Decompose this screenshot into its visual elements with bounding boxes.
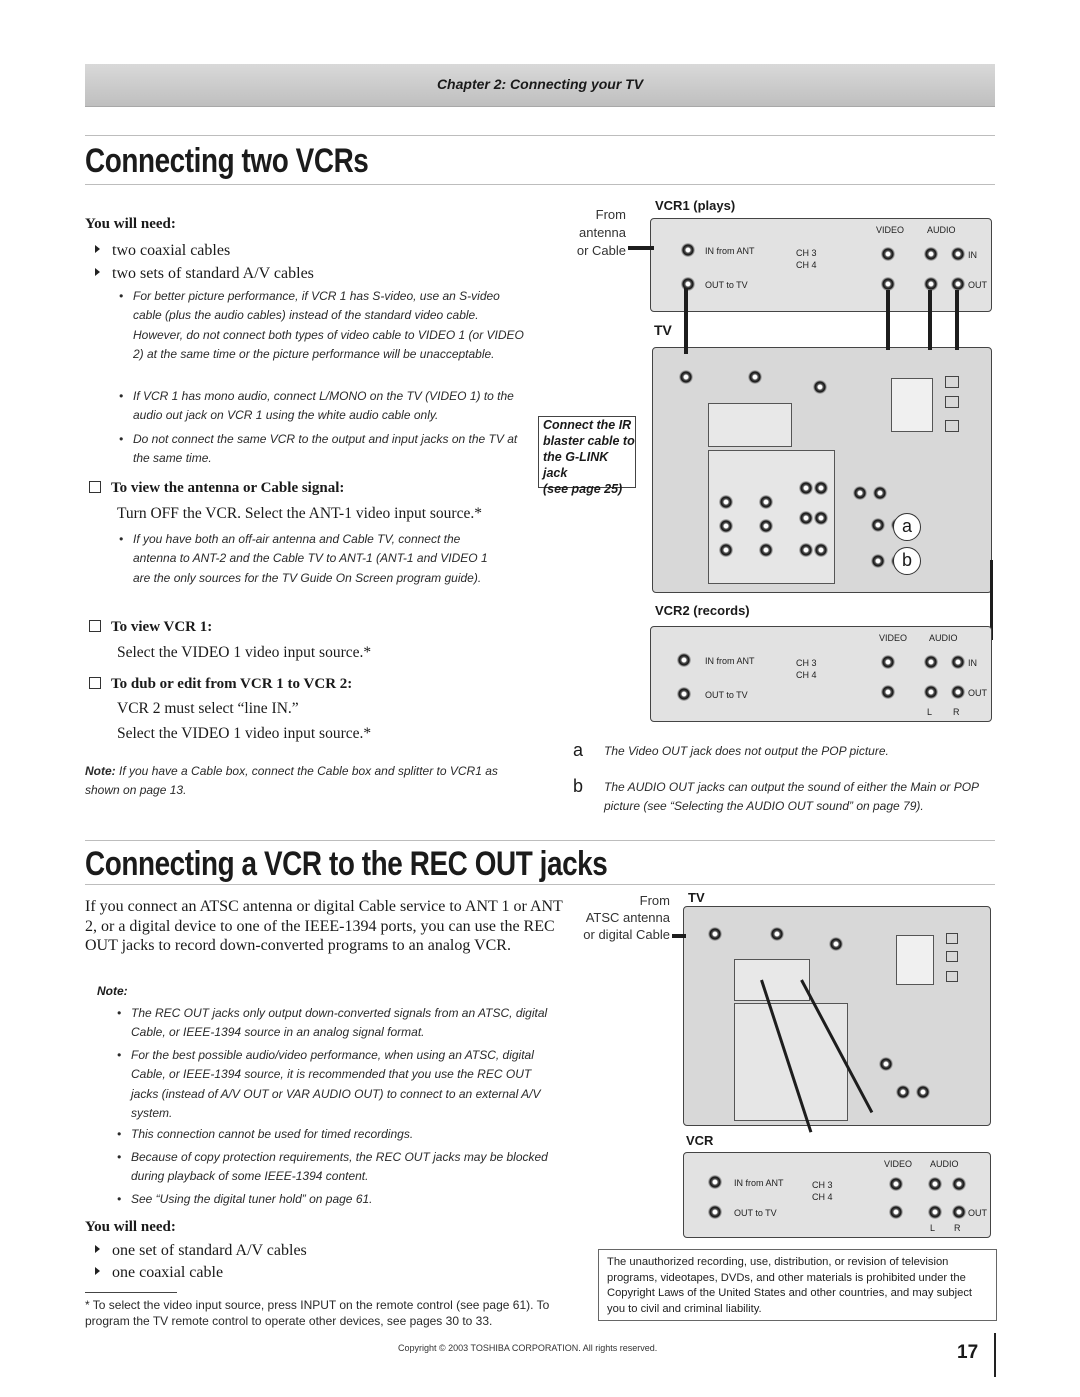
vcr2-label: VCR2 (records) <box>655 603 750 618</box>
coax-jack-icon <box>679 370 693 384</box>
tv-label: TV <box>654 322 672 338</box>
callout-a-text: The Video OUT jack does not output the POP picture. <box>604 744 889 758</box>
rca-jack-icon <box>924 247 938 261</box>
note-item: • For the best possible audio/video performance, when using an ATSC, digital Cable, or IEEE-1394 source, it is recommended that you use the REC OUT jacks (instead of A/V OUT or VAR AUDIO OUT) to connect to an external A/V system. <box>117 1048 541 1121</box>
bullet-arrow-icon <box>95 1245 100 1253</box>
copyright-notice-box <box>598 1249 997 1321</box>
coax-cable <box>628 246 654 250</box>
vcr-label: VCR <box>686 1133 714 1148</box>
checkbox-icon <box>89 620 101 632</box>
chapter-header <box>85 64 995 107</box>
step-view-vcr1-text: Select the VIDEO 1 video input source.* <box>117 644 372 661</box>
rca-jack-icon <box>881 277 895 291</box>
dvi-port-icon <box>891 378 933 432</box>
step-dub-heading: To dub or edit from VCR 1 to VCR 2: <box>89 676 352 693</box>
list-item: two coaxial cables <box>95 242 230 260</box>
ieee1394-port-icon <box>945 396 959 408</box>
note-label: Note: <box>97 984 128 998</box>
tv-label: TV <box>688 890 705 905</box>
divider <box>85 135 995 136</box>
note-item: • The REC OUT jacks only output down-converted signals from an ATSC, digital Cable, or IEEE-1394 source in an analog signal format. <box>117 1006 548 1040</box>
section-title-rec-out: Connecting a VCR to the REC OUT jacks <box>85 845 608 883</box>
page-number-rule <box>994 1333 996 1377</box>
vcr-panel: IN from ANT OUT to TV CH 3 CH 4 VIDEO AUDIO OUT L R <box>683 1152 991 1238</box>
vcr2-panel: IN from ANT OUT to TV CH 3 CH 4 VIDEO AUDIO IN OUT L R <box>650 626 992 722</box>
marker-a: a <box>893 513 921 541</box>
ir-blaster-note: Connect the IR blaster cable to the G-LINK jack (see page 25) <box>538 416 636 488</box>
coax-jack-icon <box>681 243 695 257</box>
digital-audio-port-icon <box>945 420 959 432</box>
step-antenna-text: Turn OFF the VCR. Select the ANT-1 video input source.* <box>117 505 482 522</box>
note-item: • Do not connect the same VCR to the output and input jacks on the TV at the same time. <box>119 432 518 466</box>
vcr1-panel: IN from ANT OUT to TV CH 3 CH 4 VIDEO AUDIO IN OUT <box>650 218 992 312</box>
rca-jack-icon <box>951 247 965 261</box>
bullet-arrow-icon <box>95 1267 100 1275</box>
tv-back-panel-2 <box>683 906 991 1126</box>
checkbox-icon <box>89 677 101 689</box>
footnote-rule <box>85 1292 177 1293</box>
coax-cable <box>684 288 688 354</box>
rec-out-intro: If you connect an ATSC antenna or digital Cable service to ANT 1 or ANT 2, or a digital device to one of the IEEE-1394 ports, you can use the REC OUT jacks to record down-converted programs to an analog VCR. <box>85 898 563 954</box>
list-item: one set of standard A/V cables <box>95 1242 307 1260</box>
step-dub-text: Select the VIDEO 1 video input source.* <box>117 725 372 742</box>
divider <box>85 184 995 185</box>
note-cable-box: Note: If you have a Cable box, connect the Cable box and splitter to VCR1 as shown on page 13. <box>85 764 498 798</box>
from-atsc-label: From ATSC antenna or digital Cable <box>583 893 670 942</box>
note-item: • This connection cannot be used for timed recordings. <box>117 1127 414 1141</box>
note-item: • For better picture performance, if VCR 1 has S-video, use an S-video cable (plus the audio cables) instead of the standard video cable. However, do not connect both types of video cable to VIDEO 1 (or VIDEO 2) at the same time or the picture performance will be unacceptable. <box>119 289 524 362</box>
step-dub-text: VCR 2 must select “line IN.” <box>117 700 299 717</box>
from-antenna-label: From antenna or Cable <box>576 207 626 258</box>
coax-jack-icon <box>677 687 691 701</box>
ieee1394-port-icon <box>945 376 959 388</box>
g-link-jack-icon <box>813 380 827 394</box>
video-cable <box>886 290 890 350</box>
bullet-arrow-icon <box>95 245 100 253</box>
divider <box>85 840 995 841</box>
coax-jack-icon <box>677 653 691 667</box>
list-item: one coaxial cable <box>95 1264 223 1282</box>
footer-copyright: Copyright © 2003 TOSHIBA CORPORATION. All rights reserved. <box>398 1343 658 1353</box>
marker-b: b <box>893 547 921 575</box>
note-item: • See “Using the digital tuner hold” on page 61. <box>117 1192 373 1206</box>
note-item: • If VCR 1 has mono audio, connect L/MONO on the TV (VIDEO 1) to the audio out jack on VCR 1 using the white audio cable only. <box>119 389 514 423</box>
list-item: two sets of standard A/V cables <box>95 265 314 283</box>
step-view-vcr1-heading: To view VCR 1: <box>89 619 212 636</box>
audio-cable <box>955 290 959 350</box>
callout-b-marker: b <box>573 776 584 796</box>
tv-back-panel <box>652 347 992 593</box>
note-item: • Because of copy protection requirements, the REC OUT jacks may be blocked during playback of some IEEE-1394 content. <box>117 1150 548 1184</box>
checkbox-icon <box>89 481 101 493</box>
page-number: 17 <box>957 1342 979 1363</box>
callout-b-text: The AUDIO OUT jacks can output the sound of either the Main or POP picture (see “Selecting the AUDIO OUT sound” on page 79). <box>604 780 979 814</box>
rca-jack-icon <box>924 277 938 291</box>
step-antenna-heading: To view the antenna or Cable signal: <box>89 480 344 497</box>
coax-cable <box>672 934 686 938</box>
you-will-need-heading: You will need: <box>85 216 176 232</box>
section-title-two-vcrs: Connecting two VCRs <box>85 142 369 180</box>
input-jack-group <box>708 450 835 584</box>
callout-a-marker: a <box>573 740 584 760</box>
vcr1-label: VCR1 (plays) <box>655 198 736 213</box>
rca-jack-icon <box>951 277 965 291</box>
rca-jack-icon <box>881 247 895 261</box>
audio-cable <box>928 290 932 350</box>
note-item: • If you have both an off-air antenna and Cable TV, connect the antenna to ANT-2 and the Cable TV to ANT-1 (ANT-1 and VIDEO 1 are the only sources for the TV Guide On Screen program guide). <box>119 532 488 585</box>
you-will-need-heading: You will need: <box>85 1219 176 1235</box>
chapter-title: Chapter 2: Connecting your TV <box>436 76 644 92</box>
bullet-arrow-icon <box>95 268 100 276</box>
copyright-notice-text: The unauthorized recording, use, distribution, or revision of television programs, videotapes, DVDs, and other materials is prohibited under the Copyright Laws of the United States and other countries, and may subject you to civil and criminal liability. <box>607 1256 973 1315</box>
footnote: * To select the video input source, press INPUT on the remote control (see page 61). To program the TV remote control to operate other devices, see pages 30 to 33. <box>85 1298 550 1328</box>
rec-out-group <box>708 403 792 447</box>
divider <box>85 884 995 885</box>
coax-jack-icon <box>748 370 762 384</box>
